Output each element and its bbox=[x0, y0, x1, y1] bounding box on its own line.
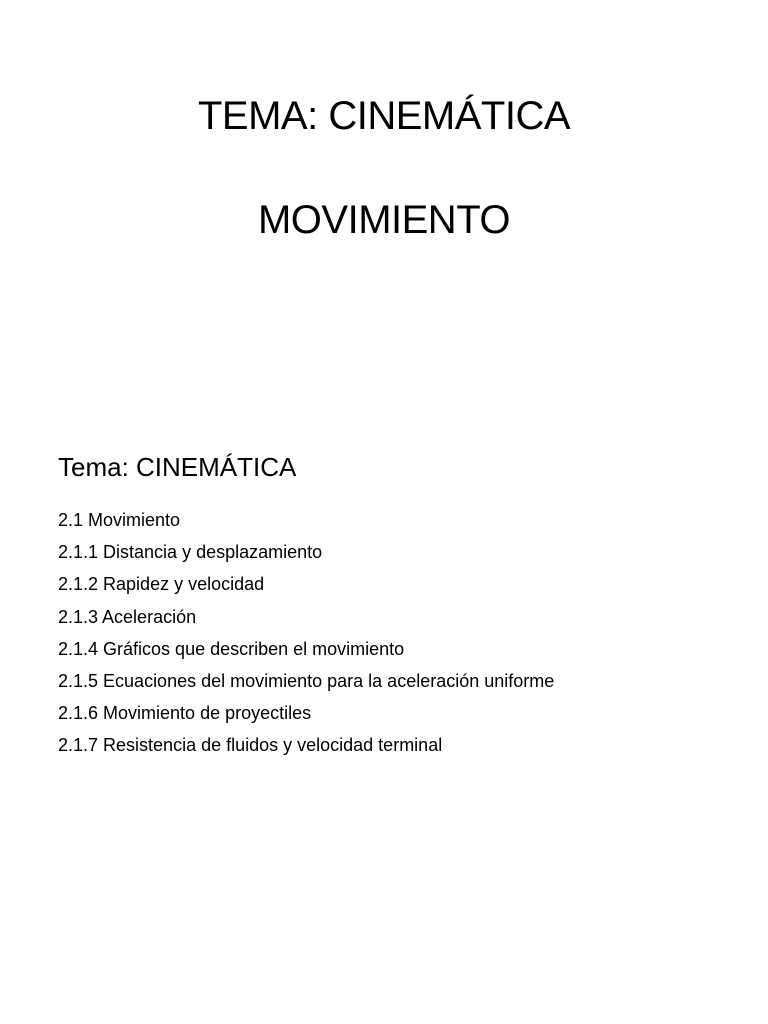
contents-section bbox=[58, 450, 738, 762]
page-title: TEMA: CINEMÁTICA bbox=[197, 94, 571, 138]
toc-item: 2.1.3 Aceleración bbox=[58, 606, 197, 627]
toc-item: 2.1.6 Movimiento de proyectiles bbox=[58, 703, 312, 724]
toc-item: 2.1.2 Rapidez y velocidad bbox=[58, 574, 265, 595]
toc-list bbox=[58, 504, 738, 762]
toc-item: 2.1.1 Distancia y desplazamiento bbox=[58, 542, 323, 563]
toc-item: 2.1.7 Resistencia de fluidos y velocidad terminal bbox=[58, 735, 443, 756]
toc-item: 2.1.4 Gráficos que describen el movimiento bbox=[58, 638, 405, 659]
page-subtitle: MOVIMIENTO bbox=[257, 198, 511, 242]
section-heading: Tema: CINEMÁTICA bbox=[58, 452, 297, 482]
toc-item: 2.1.5 Ecuaciones del movimiento para la aceleración uniforme bbox=[58, 671, 555, 692]
toc-item: 2.1 Movimiento bbox=[58, 510, 181, 530]
